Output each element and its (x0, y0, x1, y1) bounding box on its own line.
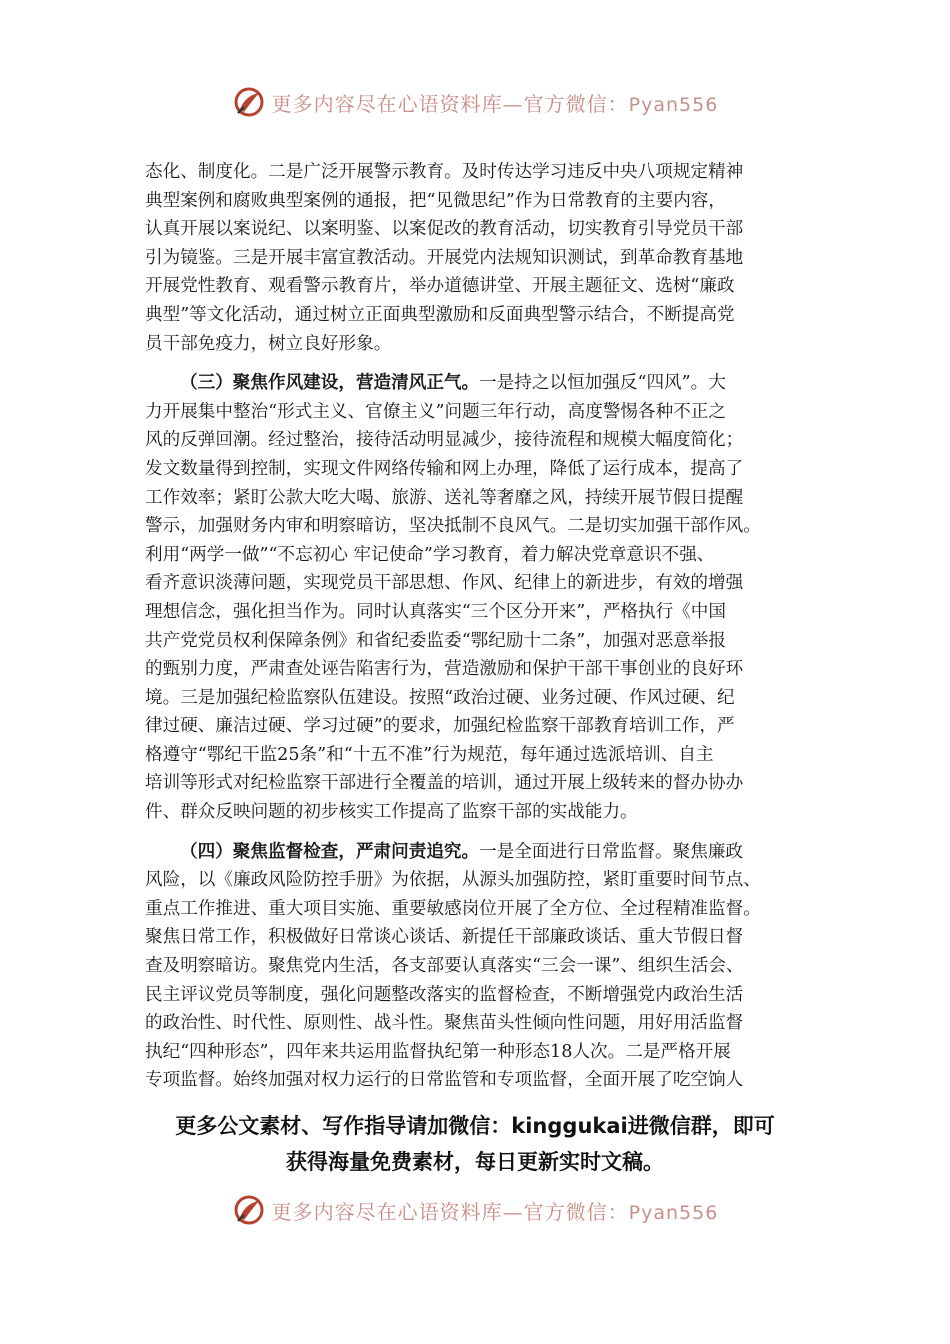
text-line: 警示，加强财务内审和明察暗访，坚决抵制不良风气。二是切实加强干部作风。 (145, 516, 761, 537)
text-line: 风的反弹回潮。经过整治，接待活动明显减少，接待流程和规模大幅度简化； (145, 430, 744, 451)
watermark-text: 更多内容尽在心语资料库—官方微信：Pyan556 (271, 1199, 719, 1224)
document-body (145, 158, 807, 1095)
text-line: 民主评议党员等制度，强化问题整改落实的监督检查，不断增强党内政治生活 (145, 984, 744, 1005)
section-3-first-line: （三）聚焦作风建设，营造清风正气。一是持之以恒加强反“四风”。大 (180, 372, 726, 394)
text-line: 的甄别力度，严肃查处诬告陷害行为，营造激励和保护干部干事创业的良好环 (145, 659, 744, 680)
text-line: 开展党性教育、观看警示教育片，举办道德讲堂、开展主题征文、选树“廉政 (145, 276, 735, 297)
section-3-heading: （三）聚焦作风建设，营造清风正气。 (180, 372, 480, 394)
section-4-heading: （四）聚焦监督检查，严肃问责追究。 (180, 840, 480, 862)
footer-watermark (0, 1190, 950, 1230)
text-line: 发文数量得到控制，实现文件网络传输和网上办理，降低了运行成本，提高了 (145, 458, 744, 479)
text-line: 态化、制度化。二是广泛开展警示教育。及时传达学习违反中央八项规定精神 (145, 162, 744, 182)
section-4-first-line: （四）聚焦监督检查，严肃问责追究。一是全面进行日常监督。聚焦廉政 (180, 840, 744, 862)
text-line: 的政治性、时代性、原则性、战斗性。聚焦苗头性倾向性问题，用好用活监督 (145, 1013, 744, 1034)
text-line: 件、群众反映问题的初步核实工作提高了监察干部的实战能力。 (145, 802, 638, 823)
text-line: 看齐意识淡薄问题，实现党员干部思想、作风、纪律上的新进步，有效的增强 (145, 573, 744, 594)
promo-line-2: 获得海量免费素材，每日更新实时文稿。 (286, 1150, 664, 1174)
promo-notice (0, 1108, 950, 1180)
text-line: 聚焦日常工作，积极做好日常谈心谈话、新提任干部廉政谈话、重大节假日督 (145, 927, 744, 948)
text-line: 共产党党员权利保障条例》和省纪委监委“鄂纪励十二条”，加强对恶意举报 (145, 630, 726, 651)
text-line: 典型”等文化活动，通过树立正面典型激励和反面典型警示结合，不断提高党 (145, 304, 735, 325)
text-line: 利用“两学一做”“不忘初心 牢记使命”学习教育，着力解决党章意识不强、 (145, 544, 715, 565)
text-line: 培训等形式对纪检监察干部进行全覆盖的培训，通过开展上级转来的督办协办 (145, 773, 744, 794)
text-line: 重点工作推进、重大项目实施、重要敏感岗位开展了全方位、全过程精准监督。 (145, 898, 761, 919)
text-line: 执纪“四种形态”，四年来共运用监督执纪第一种形态18人次。二是严格开展 (145, 1041, 731, 1062)
text-line: 查及明察暗访。聚焦党内生活，各支部要认真落实“三会一课”、组织生活会、 (145, 956, 744, 977)
text-line: 引为镜鉴。三是开展丰富宣教活动。开展党内法规知识测试，到革命教育基地 (145, 247, 744, 268)
text-line: 力开展集中整治“形式主义、官僚主义”问题三年行动，高度警惕各种不正之 (145, 401, 726, 422)
brush-logo-icon (232, 85, 266, 119)
text-line: 格遵守“鄂纪干监25条”和“十五不准”行为规范，每年通过选派培训、自主 (145, 744, 714, 765)
text-line: 境。三是加强纪检监察队伍建设。按照“政治过硬、业务过硬、作风过硬、纪 (145, 687, 735, 708)
promo-line-1: 更多公文素材、写作指导请加微信：kinggukai进微信群，即可 (175, 1114, 775, 1138)
header-watermark (0, 82, 950, 122)
watermark-text: 更多内容尽在心语资料库—官方微信：Pyan556 (271, 91, 719, 116)
text-line: 典型案例和腐败典型案例的通报，把“见微思纪”作为日常教育的主要内容， (145, 190, 726, 211)
brush-logo-icon (232, 1193, 266, 1227)
text-line: 理想信念，强化担当作为。同时认真落实“三个区分开来”，严格执行《中国 (145, 601, 726, 622)
text-line: 律过硬、廉洁过硬、学习过硬”的要求，加强纪检监察干部教育培训工作，严 (145, 716, 735, 737)
text-line: 工作效率；紧盯公款大吃大喝、旅游、送礼等奢靡之风，持续开展节假日提醒 (145, 487, 744, 508)
text-line: 员干部免疫力，树立良好形象。 (145, 333, 392, 354)
text-line: 认真开展以案说纪、以案明鉴、以案促改的教育活动，切实教育引导党员干部 (145, 219, 744, 240)
text-line: 风险，以《廉政风险防控手册》为依据，从源头加强防控，紧盯重要时间节点、 (145, 870, 761, 891)
text-line: 专项监督。始终加强对权力运行的日常监管和专项监督，全面开展了吃空饷人 (145, 1070, 744, 1091)
